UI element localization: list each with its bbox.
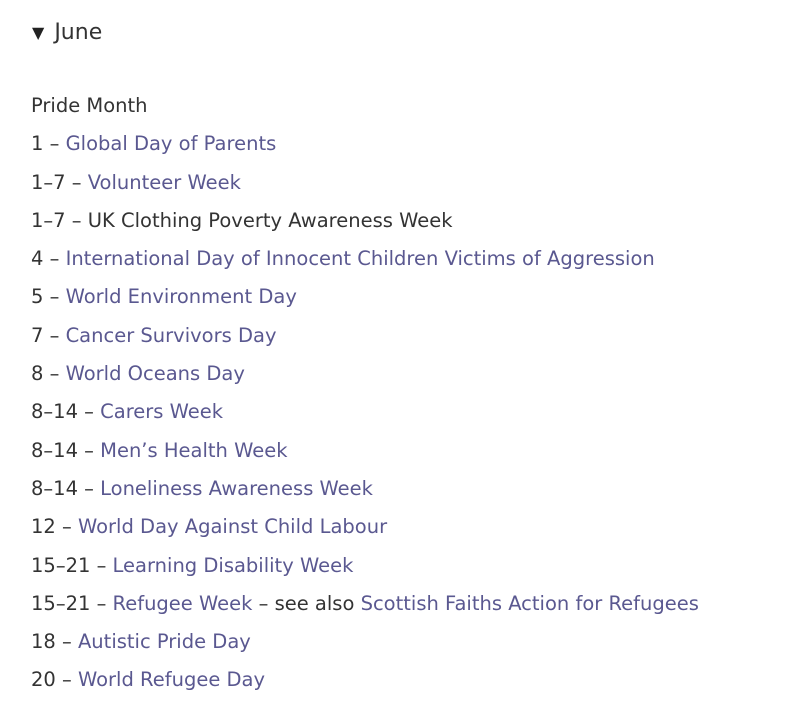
list-item <box>31 284 699 322</box>
event-link[interactable]: World Oceans Day <box>65 362 245 386</box>
event-date: 15–21 – <box>31 553 113 577</box>
event-link[interactable]: Refugee Week <box>112 591 253 615</box>
event-text: UK Clothing Poverty Awareness Week <box>87 208 453 232</box>
event-date: 8–14 – <box>31 438 101 462</box>
list-item <box>31 361 699 399</box>
event-link[interactable]: Loneliness Awareness Week <box>100 476 373 500</box>
list-item <box>31 208 699 246</box>
list-item <box>31 246 699 284</box>
event-date: 7 – <box>31 323 66 347</box>
event-date: 1 – <box>31 132 66 156</box>
event-date: 8–14 – <box>31 476 101 500</box>
list-item <box>31 399 699 437</box>
list-item <box>31 629 699 667</box>
june-toggle[interactable] <box>32 20 102 45</box>
event-date: 18 – <box>31 630 78 654</box>
event-link[interactable]: World Refugee Day <box>77 668 266 692</box>
section-title: June <box>54 20 103 45</box>
event-date: 1–7 – <box>31 170 88 194</box>
event-link[interactable]: Carers Week <box>100 400 224 424</box>
event-link[interactable]: Learning Disability Week <box>112 553 354 577</box>
list-item <box>31 131 699 169</box>
event-date: 8 – <box>31 362 66 386</box>
list-item <box>31 476 699 514</box>
event-list <box>31 93 699 706</box>
list-item <box>31 514 699 552</box>
list-item <box>31 170 699 208</box>
event-link[interactable]: Global Day of Parents <box>65 132 277 156</box>
event-link[interactable]: Cancer Survivors Day <box>65 323 277 347</box>
event-date: 4 – <box>31 247 66 271</box>
event-link[interactable]: World Day Against Child Labour <box>77 515 388 539</box>
list-item <box>31 591 699 629</box>
event-date: 15–21 – <box>31 591 113 615</box>
event-text: Pride Month <box>31 94 148 117</box>
event-note: – see also <box>252 591 361 615</box>
list-item <box>31 438 699 476</box>
event-link[interactable]: World Environment Day <box>65 285 297 309</box>
event-link[interactable]: Scottish Faiths Action for Refugees <box>360 591 699 615</box>
event-date: 1–7 – <box>31 208 88 232</box>
list-item <box>31 667 699 705</box>
event-date: 12 – <box>31 515 78 539</box>
event-link[interactable]: International Day of Innocent Children Victims of Aggression <box>65 247 655 271</box>
event-date: 8–14 – <box>31 400 101 424</box>
event-date: 5 – <box>31 285 66 309</box>
list-item <box>31 323 699 361</box>
triangle-down-icon: ▼ <box>32 23 45 42</box>
event-link[interactable]: Men’s Health Week <box>100 438 288 462</box>
list-item <box>31 93 699 131</box>
event-link[interactable]: Autistic Pride Day <box>77 630 251 654</box>
list-item <box>31 553 699 591</box>
event-date: 20 – <box>31 668 78 692</box>
event-link[interactable]: Volunteer Week <box>87 170 241 194</box>
